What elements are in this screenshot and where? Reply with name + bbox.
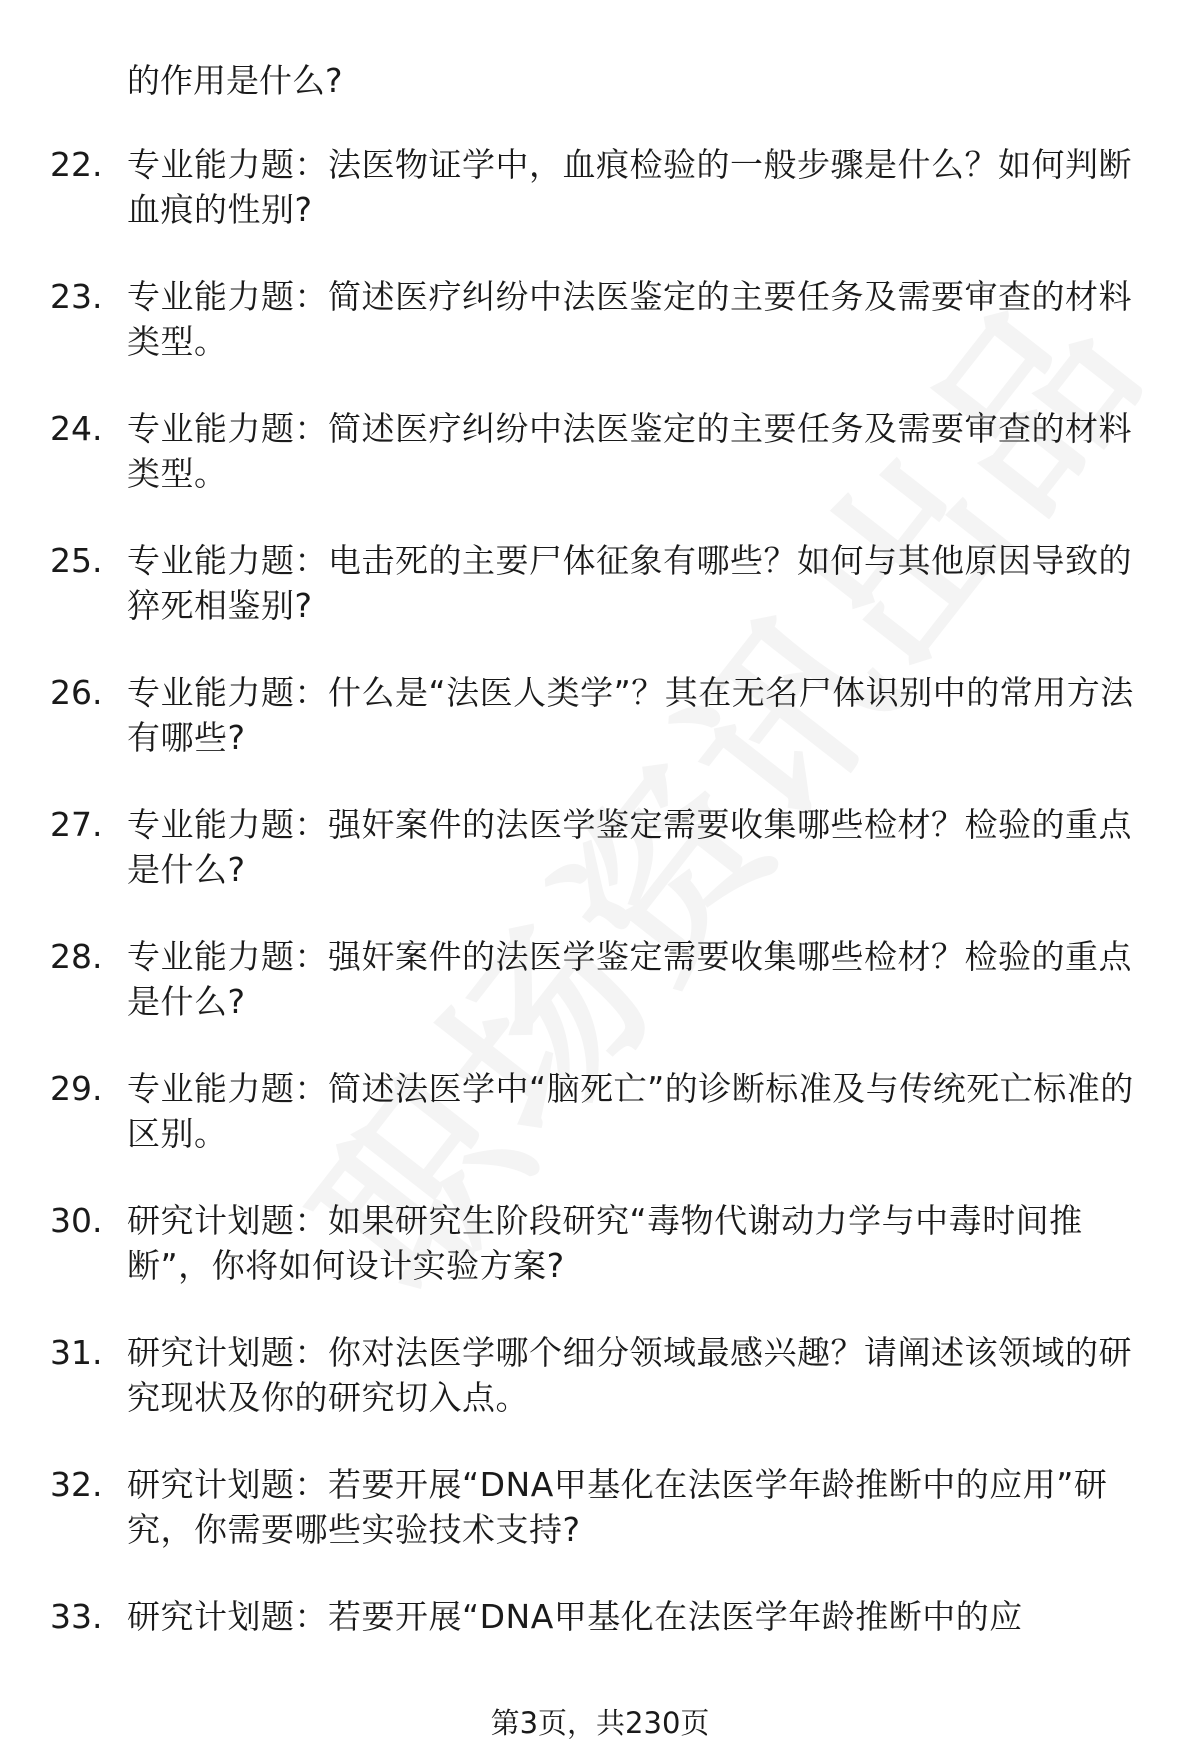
question-text: 研究计划题：如果研究生阶段研究“毒物代谢动力学与中毒时间推断”，你将如何设计实验方案? [127,1201,1083,1285]
question-item [50,802,1150,892]
question-number: 23. [50,277,103,316]
continued-question-text: 的作用是什么? [127,61,343,100]
question-number: 26. [50,673,103,712]
question-text: 专业能力题：法医物证学中，血痕检验的一般步骤是什么？如何判断血痕的性别? [127,145,1132,229]
question-number: 24. [50,409,103,448]
question-number: 22. [50,145,103,184]
page-footer: 第3页，共230页 [490,1706,710,1740]
question-item [50,670,1150,760]
question-item [50,1330,1150,1420]
question-item [50,538,1150,628]
question-item [50,1066,1150,1156]
question-text: 专业能力题：简述医疗纠纷中法医鉴定的主要任务及需要审查的材料类型。 [127,409,1132,493]
question-item [50,1198,1150,1288]
question-number: 31. [50,1333,103,1372]
question-number: 30. [50,1201,103,1240]
question-text: 专业能力题：什么是“法医人类学”？其在无名尸体识别中的常用方法有哪些? [127,673,1134,757]
question-item [50,1594,1150,1639]
question-item [50,406,1150,496]
question-text: 研究计划题：你对法医学哪个细分领域最感兴趣？请阐述该领域的研究现状及你的研究切入点。 [127,1333,1132,1417]
question-text: 研究计划题：若要开展“DNA甲基化在法医学年龄推断中的应 [127,1597,1023,1636]
question-text: 研究计划题：若要开展“DNA甲基化在法医学年龄推断中的应用”研究，你需要哪些实验技术支持? [127,1465,1108,1549]
question-text: 专业能力题：简述医疗纠纷中法医鉴定的主要任务及需要审查的材料类型。 [127,277,1132,361]
question-text: 专业能力题：强奸案件的法医学鉴定需要收集哪些检材？检验的重点是什么? [127,937,1132,1021]
question-item [50,142,1150,232]
question-number: 33. [50,1597,103,1636]
question-number: 32. [50,1465,103,1504]
question-text: 专业能力题：简述法医学中“脑死亡”的诊断标准及与传统死亡标准的区别。 [127,1069,1134,1153]
question-number: 29. [50,1069,103,1108]
question-text: 专业能力题：电击死的主要尸体征象有哪些？如何与其他原因导致的猝死相鉴别? [127,541,1132,625]
question-text: 专业能力题：强奸案件的法医学鉴定需要收集哪些检材？检验的重点是什么? [127,805,1132,889]
question-number: 27. [50,805,103,844]
question-item [50,274,1150,364]
question-number: 25. [50,541,103,580]
question-item [50,934,1150,1024]
question-number: 28. [50,937,103,976]
question-list [50,142,1150,1681]
question-item [50,1462,1150,1552]
